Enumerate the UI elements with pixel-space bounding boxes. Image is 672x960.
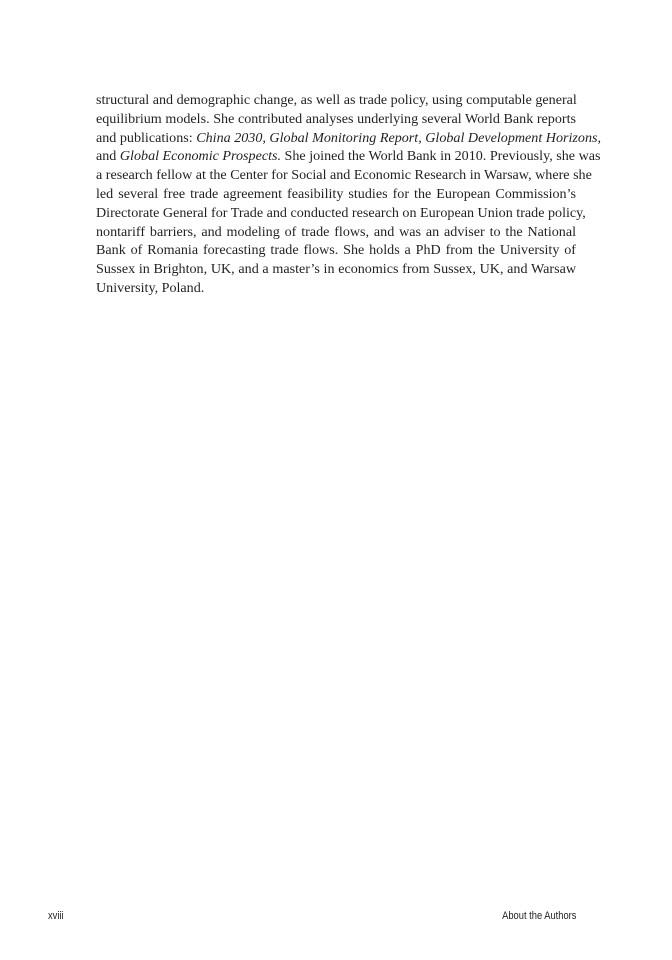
italic-publication-title: Global Economic Prospects. [119, 148, 282, 165]
running-footer-title: About the Authors [501, 910, 576, 922]
text-line: University, Poland. [96, 279, 205, 296]
text-line: equilibrium models. She contributed analyses underlying several World Bank reports [96, 110, 576, 127]
text-line [96, 147, 601, 166]
italic-publication-titles: China 2030, Global Monitoring Report, Global Development Horizons, [196, 129, 602, 146]
page-footer [48, 910, 576, 926]
text-line [96, 129, 602, 148]
text-line: Directorate General for Trade and conducted research on European Union trade policy, [96, 204, 586, 221]
text-line: a research fellow at the Center for Social and Economic Research in Warsaw, where she [96, 167, 592, 184]
text-line: Sussex in Brighton, UK, and a master’s in economics from Sussex, UK, and Warsaw [96, 261, 576, 278]
text-run: and publications: [96, 129, 197, 146]
text-line: Bank of Romania forecasting trade flows. She holds a PhD from the University of [96, 242, 576, 259]
text-line: led several free trade agreement feasibility studies for the European Commission’s [96, 185, 576, 202]
text-line: nontariff barriers, and modeling of trade flows, and was an adviser to the National [96, 223, 576, 240]
text-run: and [96, 148, 120, 165]
text-line: structural and demographic change, as well as trade policy, using computable general [96, 92, 577, 108]
author-bio-paragraph [96, 91, 602, 298]
text-run: She joined the World Bank in 2010. Previously, she was [281, 148, 601, 165]
page-number: xviii [48, 910, 64, 922]
